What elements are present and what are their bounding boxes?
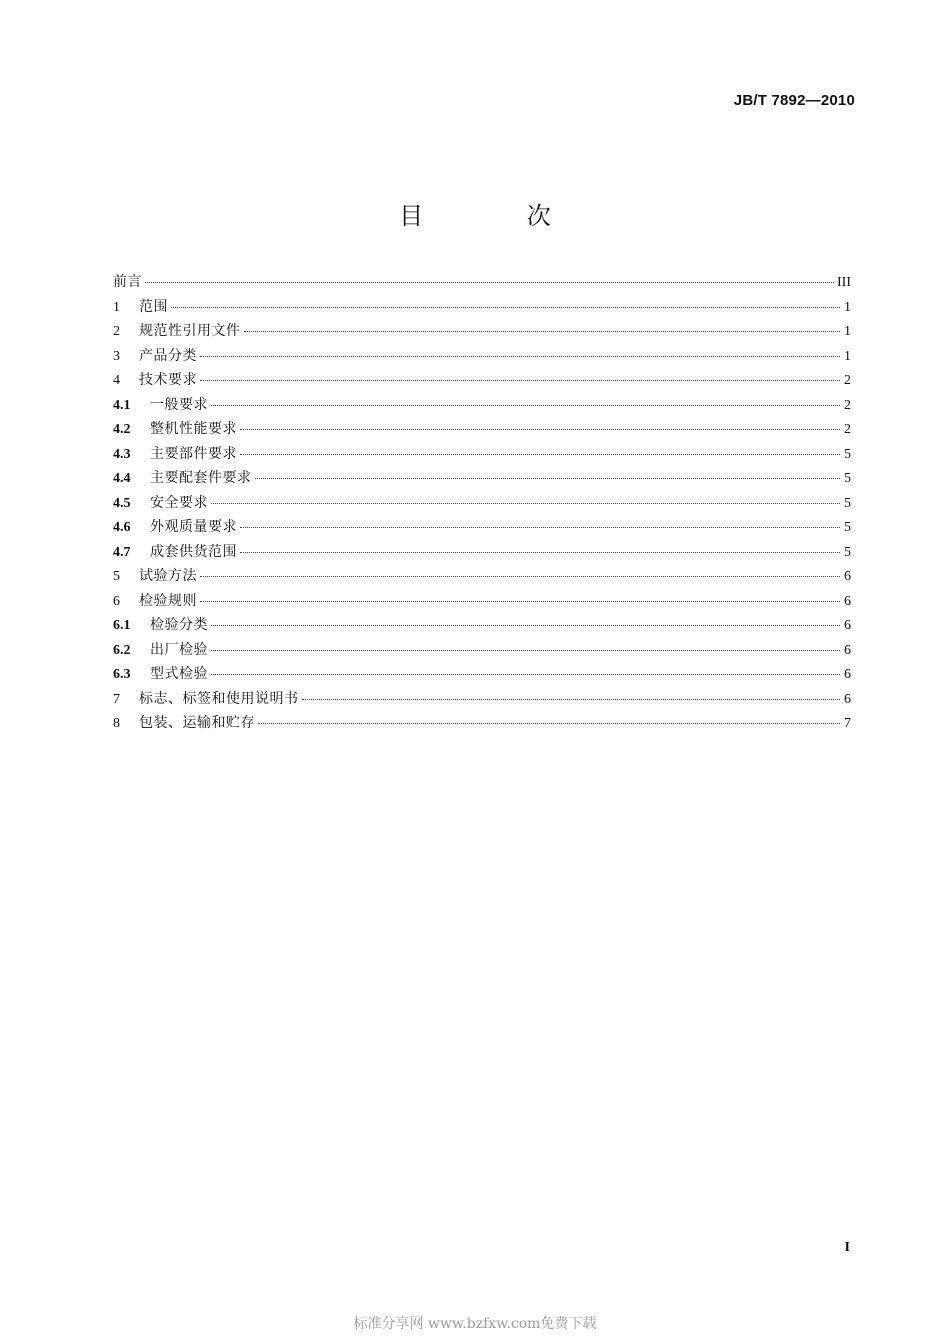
dot-leader — [240, 552, 840, 553]
toc-entry-number: 8 — [113, 716, 120, 731]
toc-entry-page: 2 — [844, 422, 851, 437]
toc-entry-8[interactable] — [113, 712, 851, 737]
toc-entry-number: 3 — [113, 348, 120, 364]
toc-entry-label: 安全要求 — [150, 494, 208, 511]
toc-entry-4-7[interactable] — [113, 541, 851, 566]
dot-leader — [240, 454, 840, 455]
toc-entry-page: 5 — [844, 446, 851, 462]
dot-leader — [211, 674, 840, 675]
toc-entry-foreword[interactable] — [113, 271, 851, 296]
toc-entry-label: 一般要求 — [150, 396, 208, 413]
toc-entry-4-2[interactable] — [113, 418, 851, 443]
toc-entry-number: 4.3 — [113, 446, 131, 462]
toc-entry-page: 6 — [844, 691, 851, 707]
toc-entry-number: 6 — [113, 593, 120, 609]
dot-leader — [200, 356, 840, 357]
toc-entry-3[interactable] — [113, 345, 851, 370]
toc-entry-number: 4.4 — [113, 471, 131, 486]
toc-entry-page: 6 — [844, 593, 851, 609]
toc-entry-label: 包装、运输和贮存 — [139, 715, 255, 731]
dot-leader — [171, 307, 840, 308]
toc-entry-number: 4.5 — [113, 495, 131, 511]
dot-leader — [258, 723, 840, 724]
table-of-contents — [113, 271, 851, 737]
toc-entry-7[interactable] — [113, 688, 851, 713]
toc-entry-4-5[interactable] — [113, 492, 851, 517]
toc-entry-6-2[interactable] — [113, 639, 851, 664]
dot-leader — [244, 331, 841, 332]
toc-entry-page: 5 — [844, 495, 851, 511]
dot-leader — [255, 478, 841, 479]
dot-leader — [211, 405, 840, 406]
toc-entry-number: 7 — [113, 691, 120, 707]
dot-leader — [240, 429, 840, 430]
toc-entry-4-6[interactable] — [113, 516, 851, 541]
toc-entry-number: 5 — [113, 569, 120, 584]
standard-code: JB/T 7892—2010 — [733, 92, 855, 109]
dot-leader — [240, 527, 840, 528]
toc-entry-number: 6.2 — [113, 642, 131, 658]
toc-entry-label: 主要部件要求 — [150, 445, 237, 462]
toc-entry-4-4[interactable] — [113, 467, 851, 492]
toc-entry-page: 2 — [844, 397, 851, 413]
toc-entry-6[interactable] — [113, 590, 851, 615]
toc-entry-4-1[interactable] — [113, 394, 851, 419]
dot-leader — [211, 503, 840, 504]
toc-entry-number: 4.6 — [113, 520, 131, 535]
dot-leader — [145, 282, 834, 283]
toc-entry-number: 6.3 — [113, 667, 131, 682]
dot-leader — [200, 601, 840, 602]
dot-leader — [211, 625, 840, 626]
toc-entry-6-3[interactable] — [113, 663, 851, 688]
toc-entry-label: 外观质量要求 — [150, 519, 237, 535]
toc-entry-page: 1 — [844, 348, 851, 364]
toc-entry-label: 范围 — [139, 298, 168, 315]
toc-entry-page: 6 — [844, 618, 851, 633]
toc-entry-1[interactable] — [113, 296, 851, 321]
toc-entry-label: 成套供货范围 — [150, 543, 237, 560]
toc-entry-page: 1 — [844, 299, 851, 315]
toc-entry-number: 2 — [113, 324, 120, 339]
watermark-text: 标准分享网 www.bzfxw.com免费下载 — [353, 1316, 597, 1332]
toc-entry-label: 规范性引用文件 — [139, 323, 241, 339]
toc-entry-page: 5 — [844, 544, 851, 560]
toc-entry-label: 主要配套件要求 — [150, 470, 252, 486]
page-number: I — [844, 1240, 850, 1255]
dot-leader — [211, 650, 840, 651]
toc-entry-number: 6.1 — [113, 618, 131, 633]
toc-entry-number: 4.2 — [113, 422, 131, 437]
toc-entry-number: 4.1 — [113, 397, 131, 413]
toc-entry-label: 型式检验 — [150, 666, 208, 682]
toc-entry-4-3[interactable] — [113, 443, 851, 468]
toc-entry-page: 5 — [844, 520, 851, 535]
toc-entry-page: 6 — [844, 642, 851, 658]
toc-entry-number: 4 — [113, 373, 120, 388]
toc-entry-label: 整机性能要求 — [150, 421, 237, 437]
toc-entry-6-1[interactable] — [113, 614, 851, 639]
toc-entry-label: 试验方法 — [139, 568, 197, 584]
toc-entry-label: 产品分类 — [139, 347, 197, 364]
toc-entry-page: 1 — [844, 324, 851, 339]
toc-entry-2[interactable] — [113, 320, 851, 345]
toc-entry-page: 6 — [844, 667, 851, 682]
toc-entry-5[interactable] — [113, 565, 851, 590]
toc-entry-label: 标志、标签和使用说明书 — [139, 690, 299, 707]
toc-entry-page: III — [837, 275, 851, 290]
toc-entry-page: 7 — [844, 716, 851, 731]
toc-entry-4[interactable] — [113, 369, 851, 394]
toc-entry-page: 6 — [844, 569, 851, 584]
toc-entry-number: 1 — [113, 299, 120, 315]
toc-entry-page: 2 — [844, 373, 851, 388]
toc-entry-page: 5 — [844, 471, 851, 486]
dot-leader — [302, 699, 841, 700]
toc-entry-label: 前言 — [113, 274, 142, 290]
toc-entry-number: 4.7 — [113, 544, 131, 560]
toc-title: 目 次 — [399, 202, 599, 230]
toc-entry-label: 检验分类 — [150, 617, 208, 633]
dot-leader — [200, 380, 840, 381]
toc-entry-label: 检验规则 — [139, 592, 197, 609]
toc-entry-label: 出厂检验 — [150, 641, 208, 658]
toc-entry-label: 技术要求 — [139, 372, 197, 388]
dot-leader — [200, 576, 840, 577]
